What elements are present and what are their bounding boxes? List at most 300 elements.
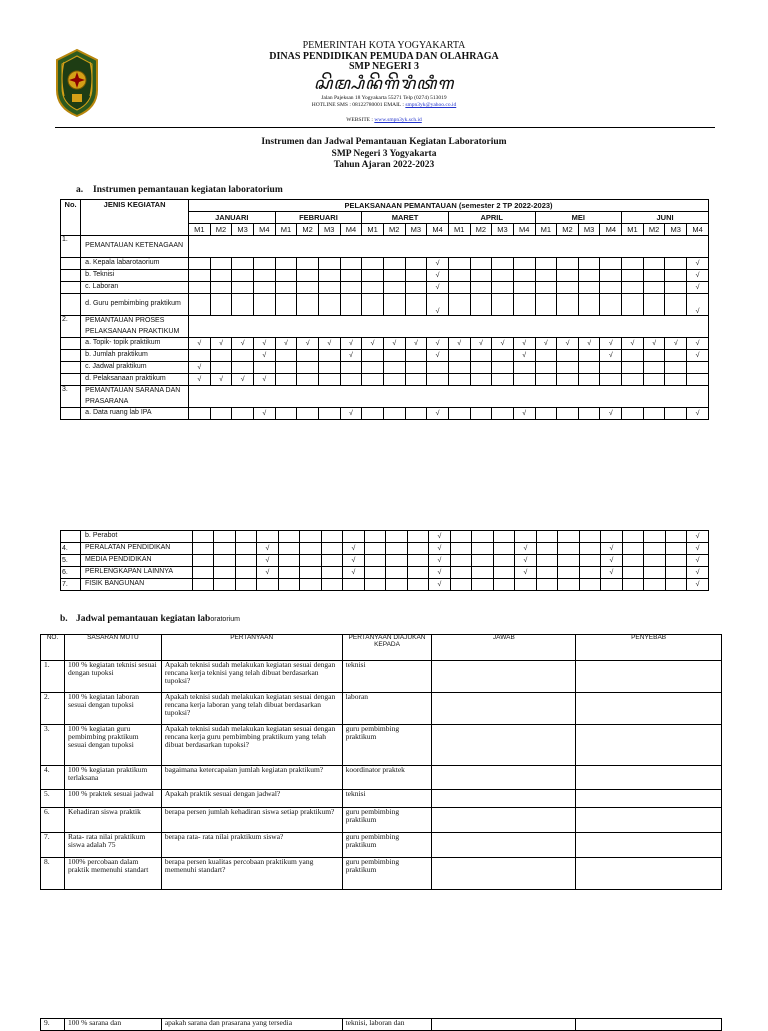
check-cell [297, 374, 319, 386]
check-cell [257, 531, 279, 543]
check-mark: √ [429, 555, 451, 567]
check-mark: √ [687, 579, 709, 591]
empty-section-cell [189, 316, 709, 338]
week-header: M2 [557, 224, 579, 236]
check-cell [472, 555, 493, 567]
activity-label: b. Teknisi [81, 270, 189, 282]
check-cell [492, 374, 514, 386]
activity-label: PERALATAN PENDIDIKAN [81, 543, 193, 555]
check-cell [364, 579, 385, 591]
check-cell [232, 258, 254, 270]
check-mark: √ [427, 258, 449, 270]
schedule-col-header: PERTANYAAN [161, 635, 342, 661]
check-cell [535, 362, 557, 374]
check-cell [235, 543, 256, 555]
table-row [61, 408, 709, 420]
check-cell [275, 294, 297, 316]
check-cell [405, 350, 427, 362]
check-mark: √ [253, 350, 275, 362]
check-cell [513, 258, 535, 270]
check-cell [558, 555, 579, 567]
schedule-row [41, 790, 722, 808]
week-header: M4 [600, 224, 622, 236]
schedule-cell: berapa rata- rata nilai praktikum siswa? [161, 833, 342, 858]
check-cell [321, 531, 342, 543]
check-cell [493, 543, 514, 555]
monitoring-instrument-table [60, 199, 709, 420]
check-cell [643, 362, 665, 374]
check-mark: √ [275, 338, 297, 350]
check-cell [513, 282, 535, 294]
check-cell [515, 579, 537, 591]
schedule-cell: guru pembimbing praktikum [342, 725, 432, 766]
table-row [61, 567, 709, 579]
check-mark: √ [383, 338, 405, 350]
week-header: M3 [492, 224, 514, 236]
hotline-line [0, 102, 768, 108]
check-cell [665, 282, 687, 294]
check-cell [493, 567, 514, 579]
check-cell [321, 555, 342, 567]
check-cell [622, 258, 644, 270]
check-cell [578, 258, 600, 270]
check-mark: √ [253, 338, 275, 350]
check-mark: √ [515, 543, 537, 555]
check-cell [340, 362, 362, 374]
check-cell [232, 282, 254, 294]
activity-label: b. Jumlah praktikum [81, 350, 189, 362]
row-number: 1. [61, 236, 81, 258]
check-mark: √ [232, 338, 254, 350]
schedule-row [41, 725, 722, 766]
check-mark: √ [257, 567, 279, 579]
check-cell [622, 408, 644, 420]
government-name: PEMERINTAH KOTA YOGYAKARTA [302, 40, 466, 51]
schedule-cell: Apakah teknisi sudah melakukan kegiatan sesuai dengan rencana kerja teknisi yang telah dibuat berdasarkan tupoksi? [161, 661, 342, 693]
table-row [61, 270, 709, 282]
month-header: JANUARI [189, 212, 276, 224]
check-mark: √ [189, 338, 211, 350]
check-cell [192, 543, 213, 555]
schedule-col-header: SASARAN MUTU [64, 635, 161, 661]
check-cell [535, 350, 557, 362]
schedule-cell: Apakah praktik sesuai dengan jadwal? [161, 790, 342, 808]
week-header: M2 [210, 224, 232, 236]
schedule-cell [432, 725, 576, 766]
schedule-cell: Rata- rata nilai praktikum siswa adalah 75 [64, 833, 161, 858]
check-cell [210, 408, 232, 420]
check-cell [535, 258, 557, 270]
table-row [61, 316, 709, 338]
check-cell [318, 350, 340, 362]
month-header: FEBRUARI [275, 212, 362, 224]
department-name: DINAS PENDIDIKAN PEMUDA DAN OLAHRAGA [269, 51, 499, 62]
check-cell [340, 258, 362, 270]
check-cell [600, 270, 622, 282]
schedule-cell [576, 661, 722, 693]
check-cell [300, 555, 321, 567]
schedule-cell: 100 % praktek sesuai jadwal [64, 790, 161, 808]
check-cell [578, 408, 600, 420]
check-cell [622, 531, 643, 543]
check-cell [558, 531, 579, 543]
check-cell [235, 555, 256, 567]
week-header: M2 [383, 224, 405, 236]
check-mark: √ [643, 338, 665, 350]
schedule-cell: 100 % kegiatan teknisi sesuai dengan tupoksi [64, 661, 161, 693]
check-mark: √ [687, 531, 709, 543]
check-mark: √ [600, 408, 622, 420]
col-jenis-header: JENIS KEGIATAN [81, 200, 189, 236]
col-pelaksanaan-header: PELAKSANAAN PEMANTAUAN (semester 2 TP 2022-2023) [189, 200, 709, 212]
check-mark: √ [427, 270, 449, 282]
check-cell [687, 374, 709, 386]
check-cell [643, 282, 665, 294]
check-mark: √ [622, 338, 644, 350]
check-cell [644, 579, 665, 591]
row-number [61, 374, 81, 386]
check-cell [450, 579, 471, 591]
check-cell [536, 579, 557, 591]
website-link[interactable]: www.smpn3yk.sch.id [374, 117, 422, 123]
school-address: Jalan Pajeksan 18 Yogyakarta 55271 Telp (0274) 513019 [321, 95, 447, 101]
check-mark: √ [429, 579, 451, 591]
check-mark: √ [257, 555, 279, 567]
week-header: M1 [535, 224, 557, 236]
website-line [0, 117, 768, 123]
row-number: 5. [61, 555, 81, 567]
week-header: M3 [405, 224, 427, 236]
table-row [61, 374, 709, 386]
check-mark: √ [318, 338, 340, 350]
check-cell [214, 531, 235, 543]
check-cell [318, 258, 340, 270]
row-number [61, 294, 81, 316]
row-number [61, 270, 81, 282]
hotline-text: HOTLINE SMS : 08122780001 EMAIL : [311, 102, 406, 108]
check-cell [232, 408, 254, 420]
check-cell [492, 270, 514, 282]
week-header: M4 [687, 224, 709, 236]
week-header: M1 [448, 224, 470, 236]
check-cell [383, 374, 405, 386]
check-mark: √ [515, 555, 537, 567]
check-cell [470, 374, 492, 386]
check-cell [557, 408, 579, 420]
monitoring-instrument-table-continued [60, 530, 709, 591]
schedule-cell [432, 808, 576, 833]
check-cell [600, 282, 622, 294]
schedule-row [41, 661, 722, 693]
check-cell [492, 258, 514, 270]
check-cell [340, 374, 362, 386]
table-row [61, 555, 709, 567]
check-cell [318, 270, 340, 282]
check-cell [383, 294, 405, 316]
check-cell [278, 567, 299, 579]
check-mark: √ [210, 374, 232, 386]
schedule-row [41, 766, 722, 790]
check-cell [362, 282, 384, 294]
check-cell [643, 350, 665, 362]
table-row [61, 294, 709, 316]
check-cell [643, 294, 665, 316]
check-mark: √ [665, 338, 687, 350]
activity-label: c. Jadwal praktikum [81, 362, 189, 374]
check-cell [513, 294, 535, 316]
schedule-col-header: PENYEBAB [576, 635, 722, 661]
check-mark: √ [470, 338, 492, 350]
schedule-col-header: NO. [41, 635, 65, 661]
row-number [61, 531, 81, 543]
check-cell [644, 543, 665, 555]
check-cell [515, 531, 537, 543]
check-cell [448, 362, 470, 374]
month-header: MEI [535, 212, 622, 224]
row-number [61, 258, 81, 270]
schedule-row-partial [41, 1019, 722, 1031]
check-mark: √ [513, 350, 535, 362]
check-cell [386, 543, 407, 555]
week-header: M1 [189, 224, 211, 236]
website-label: WEBSITE : [346, 117, 375, 123]
check-cell [665, 567, 686, 579]
monitoring-schedule-table [40, 634, 722, 890]
monitoring-schedule-table-continued [40, 1018, 722, 1031]
check-cell [232, 350, 254, 362]
schedule-cell [432, 766, 576, 790]
check-cell [192, 567, 213, 579]
section-a-label: a. [76, 185, 84, 195]
check-cell [214, 555, 235, 567]
check-cell [535, 282, 557, 294]
check-cell [665, 294, 687, 316]
check-cell [275, 362, 297, 374]
check-mark: √ [210, 338, 232, 350]
check-cell [643, 408, 665, 420]
check-cell [210, 282, 232, 294]
check-mark: √ [601, 555, 623, 567]
doc-title-1: Instrumen dan Jadwal Pemantauan Kegiatan Laboratorium [261, 137, 507, 147]
check-cell [321, 543, 342, 555]
table-row [61, 579, 709, 591]
check-mark: √ [340, 408, 362, 420]
check-cell [214, 543, 235, 555]
check-cell [622, 350, 644, 362]
check-mark: √ [343, 567, 365, 579]
check-mark: √ [257, 543, 279, 555]
check-cell [492, 362, 514, 374]
check-cell [557, 294, 579, 316]
week-header: M2 [643, 224, 665, 236]
check-cell [340, 282, 362, 294]
schedule-cell: 8. [41, 858, 65, 890]
check-cell [275, 350, 297, 362]
email-link[interactable]: smpn3yk@yahoo.co.id [405, 102, 457, 108]
schedule-cell: 5. [41, 790, 65, 808]
check-cell [492, 408, 514, 420]
javanese-script-name: ꦱꦼꦩ꧀ꦥꦶꦤꦼꦒꦼꦫꦶꦠꦶꦒ [313, 74, 455, 94]
check-cell [535, 270, 557, 282]
schedule-cell: 100 % kegiatan guru pembimbing praktikum sesuai dengan tupoksi [64, 725, 161, 766]
schedule-cell [432, 790, 576, 808]
activity-label: FISIK BANGUNAN [81, 579, 193, 591]
check-cell [407, 531, 428, 543]
check-cell [192, 531, 213, 543]
check-cell [450, 531, 471, 543]
check-mark: √ [557, 338, 579, 350]
check-cell [297, 294, 319, 316]
check-cell [300, 567, 321, 579]
check-cell [210, 270, 232, 282]
check-cell [622, 567, 643, 579]
activity-label: d. Pelaksanaan praktikum [81, 374, 189, 386]
check-cell [665, 555, 686, 567]
check-mark: √ [343, 555, 365, 567]
check-cell [210, 362, 232, 374]
check-mark: √ [513, 408, 535, 420]
check-cell [297, 258, 319, 270]
check-cell [492, 350, 514, 362]
check-cell [579, 531, 600, 543]
check-cell [558, 543, 579, 555]
check-cell [665, 543, 686, 555]
check-cell [386, 555, 407, 567]
check-cell [407, 579, 428, 591]
check-cell [318, 282, 340, 294]
check-cell [300, 531, 321, 543]
table-row [61, 258, 709, 270]
schedule-cell: berapa persen jumlah kehadiran siswa setiap praktikum? [161, 808, 342, 833]
check-cell [578, 270, 600, 282]
check-cell [470, 282, 492, 294]
check-cell [210, 258, 232, 270]
check-cell [622, 294, 644, 316]
check-cell [622, 362, 644, 374]
check-cell [557, 374, 579, 386]
check-cell [665, 374, 687, 386]
schedule-cell: guru pembimbing praktikum [342, 808, 432, 833]
check-cell [492, 294, 514, 316]
check-cell [364, 543, 385, 555]
check-cell [232, 294, 254, 316]
letterhead-divider [55, 127, 715, 128]
row-number: 6. [61, 567, 81, 579]
row-number: 7. [61, 579, 81, 591]
section-a-heading: Instrumen pemantauan kegiatan laboratorium [93, 185, 283, 195]
check-mark: √ [427, 294, 449, 316]
week-header: M1 [362, 224, 384, 236]
check-cell [407, 543, 428, 555]
check-mark: √ [427, 350, 449, 362]
check-cell [665, 362, 687, 374]
check-mark: √ [687, 555, 709, 567]
check-cell [189, 408, 211, 420]
check-cell [579, 567, 600, 579]
table-row [61, 362, 709, 374]
check-cell [427, 362, 449, 374]
schedule-cell: Kehadiran siswa praktik [64, 808, 161, 833]
check-cell [407, 555, 428, 567]
week-header: M3 [665, 224, 687, 236]
check-cell [383, 282, 405, 294]
check-cell [253, 282, 275, 294]
check-cell [318, 374, 340, 386]
week-header: M4 [513, 224, 535, 236]
check-cell [557, 282, 579, 294]
activity-label: a. Data ruang lab IPA [81, 408, 189, 420]
check-cell [383, 270, 405, 282]
check-mark: √ [492, 338, 514, 350]
table-row [61, 386, 709, 408]
check-cell [321, 567, 342, 579]
check-cell [578, 374, 600, 386]
check-cell [405, 362, 427, 374]
empty-section-cell [189, 386, 709, 408]
activity-label: PEMANTAUAN KETENAGAAN [81, 236, 189, 258]
check-cell [278, 555, 299, 567]
check-cell [405, 282, 427, 294]
check-mark: √ [601, 543, 623, 555]
check-cell [492, 282, 514, 294]
schedule-cell: teknisi [342, 790, 432, 808]
check-cell [364, 567, 385, 579]
check-cell [214, 579, 235, 591]
activity-label: c. Laboran [81, 282, 189, 294]
check-cell [278, 579, 299, 591]
week-header: M4 [340, 224, 362, 236]
check-cell [189, 294, 211, 316]
check-cell [210, 350, 232, 362]
check-cell [470, 258, 492, 270]
check-cell [386, 579, 407, 591]
check-cell [383, 362, 405, 374]
schedule-cell: 100 % kegiatan laboran sesuai dengan tupoksi [64, 693, 161, 725]
check-cell [513, 374, 535, 386]
schedule-cell [576, 1019, 722, 1031]
check-mark: √ [343, 543, 365, 555]
activity-label: PEMANTAUAN SARANA DAN PRASARANA [81, 386, 189, 408]
section-b-text-small: oratorium [210, 616, 240, 623]
check-cell [513, 270, 535, 282]
check-cell [340, 270, 362, 282]
week-header: M4 [253, 224, 275, 236]
table-row [61, 282, 709, 294]
check-cell [665, 350, 687, 362]
check-cell [472, 567, 493, 579]
check-cell [470, 408, 492, 420]
check-cell [578, 350, 600, 362]
check-mark: √ [687, 258, 709, 270]
schedule-cell: 100 % sarana dan [64, 1019, 161, 1031]
check-cell [362, 258, 384, 270]
schedule-cell: bagaimana ketercapaian jumlah kegiatan praktikum? [161, 766, 342, 790]
check-mark: √ [535, 338, 557, 350]
doc-title-3: Tahun Ajaran 2022-2023 [333, 160, 435, 170]
check-cell [362, 350, 384, 362]
check-cell [275, 374, 297, 386]
check-mark: √ [427, 408, 449, 420]
month-header: APRIL [448, 212, 535, 224]
check-cell [448, 258, 470, 270]
check-cell [405, 258, 427, 270]
check-cell [362, 362, 384, 374]
check-cell [470, 350, 492, 362]
check-cell [558, 567, 579, 579]
check-cell [235, 579, 256, 591]
schedule-cell: guru pembimbing praktikum [342, 833, 432, 858]
check-cell [232, 362, 254, 374]
